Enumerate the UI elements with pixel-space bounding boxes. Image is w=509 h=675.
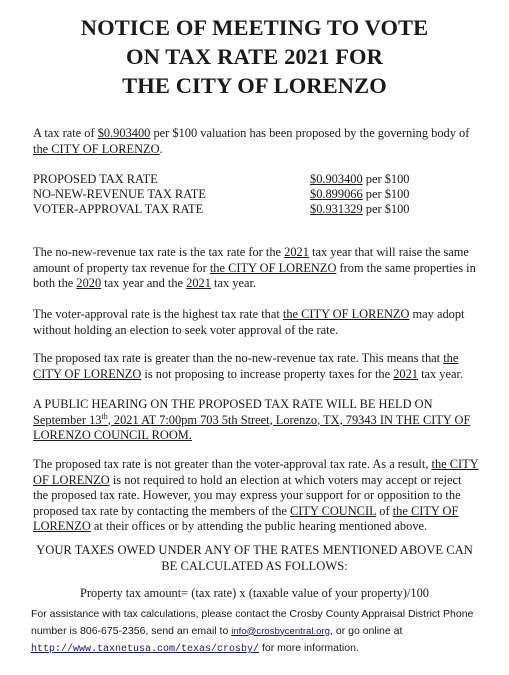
rate-unit: per $100 — [362, 172, 410, 186]
paragraph-text: is not required to hold an election at which voters may accept or reject the proposed tax rate. However, you may express your support for or opposition to the proposed tax rate by contacting the members of the — [33, 472, 462, 518]
notice-title-line-2: ON TAX RATE 2021 FOR — [125, 44, 383, 69]
assistance-paragraph — [31, 606, 483, 659]
taxes-owed-line-1: YOUR TAXES OWED UNDER ANY OF THE RATES MENTIONED ABOVE CAN — [36, 543, 473, 557]
assistance-text: For assistance with tax calculations, please contact the Crosby County Appraisal District Phone number is 806-675-2356, send an email to — [31, 608, 474, 637]
entity-name: the CITY OF LORENZO — [282, 307, 410, 321]
assistance-text: , or go online at — [330, 624, 403, 637]
paragraph-text: tax year. — [210, 276, 256, 290]
rate-row-proposed — [33, 172, 479, 187]
city-council-name: CITY COUNCIL — [290, 503, 377, 518]
rate-row-no-new-revenue — [33, 187, 479, 202]
public-hearing-paragraph — [33, 397, 479, 444]
paragraph-text: The proposed tax rate is greater than the no-new-revenue tax rate. This means that — [33, 351, 444, 365]
date-suffix: th — [101, 411, 108, 421]
rate-greater-paragraph — [33, 351, 479, 382]
paragraph-text: may adopt without holding an election to seek voter approval of the rate. — [33, 307, 465, 337]
entity-name: the CITY OF LORENZO — [33, 503, 459, 533]
email-link[interactable]: info@crosbycentral.org — [231, 625, 331, 637]
rate-label: PROPOSED TAX RATE — [33, 172, 158, 186]
entity-name: the CITY OF LORENZO — [33, 351, 459, 381]
entity-name: the CITY OF LORENZO — [33, 457, 479, 487]
entity-name: the CITY OF LORENZO — [33, 141, 160, 156]
tax-formula: Property tax amount= (tax rate) x (taxable value of your property)/100 — [80, 586, 429, 600]
paragraph-text: at their offices or by attending the public hearing mentioned above. — [90, 519, 428, 533]
tax-year: 2021 — [284, 245, 309, 259]
proposed-rate-value: $0.903400 — [97, 126, 151, 140]
rate-unit: per $100 — [362, 187, 410, 201]
rate-value: $0.899066 — [310, 187, 363, 201]
hearing-location: , 2021 AT 7:00pm 703 5th Street, Lorenzo, TX, 79343 IN THE CITY OF LORENZO COUNCIL ROOM. — [33, 412, 471, 442]
paragraph-text: tax year and the — [101, 276, 187, 290]
paragraph-text: The voter-approval rate is the highest tax rate that — [33, 307, 283, 321]
rate-label: VOTER-APPROVAL TAX RATE — [33, 202, 204, 216]
paragraph-text: from the same properties in both the — [33, 260, 476, 290]
intro-paragraph — [33, 126, 479, 157]
paragraph-text: The no-new-revenue tax rate is the tax rate for the — [33, 245, 285, 259]
voter-approval-paragraph — [33, 307, 479, 338]
taxes-owed-line-2: BE CALCULATED AS FOLLOWS: — [161, 558, 348, 573]
tax-year: 2020 — [76, 276, 102, 290]
website-link[interactable]: http://www.taxnetusa.com/texas/crosby/ — [31, 644, 260, 655]
intro-text: per $100 valuation has been proposed by the governing body of — [150, 126, 470, 140]
paragraph-text: is not proposing to increase property taxes for the — [141, 366, 394, 381]
intro-text: . — [159, 141, 163, 156]
paragraph-text: The proposed tax rate is not greater than the voter-approval tax rate. As a result, — [33, 457, 432, 471]
paragraph-text: tax year. — [417, 366, 464, 381]
hearing-text: A PUBLIC HEARING ON THE PROPOSED TAX RATE WILL BE HELD ON — [33, 397, 433, 411]
paragraph-text: tax year that will raise the same amount of property tax revenue for — [33, 245, 469, 275]
notice-title-line-1: NOTICE OF MEETING TO VOTE — [80, 15, 429, 40]
rate-not-greater-paragraph — [33, 457, 479, 535]
assistance-text: for more information. — [259, 642, 359, 654]
notice-title-line-3: THE CITY OF LORENZO — [122, 73, 387, 98]
tax-year: 2021 — [186, 276, 211, 290]
hearing-date: September 13 — [33, 412, 102, 427]
intro-text: A tax rate of — [33, 126, 98, 140]
tax-year: 2021 — [393, 366, 418, 381]
paragraph-text: of — [376, 503, 393, 518]
taxes-owed-heading — [20, 543, 489, 574]
no-new-revenue-paragraph — [33, 245, 479, 292]
rate-row-voter-approval — [33, 202, 479, 217]
rate-label: NO-NEW-REVENUE TAX RATE — [33, 187, 206, 201]
entity-name: the CITY OF LORENZO — [209, 260, 337, 275]
rate-value: $0.931329 — [310, 202, 363, 216]
rate-unit: per $100 — [362, 202, 410, 216]
rate-value: $0.903400 — [310, 172, 363, 186]
